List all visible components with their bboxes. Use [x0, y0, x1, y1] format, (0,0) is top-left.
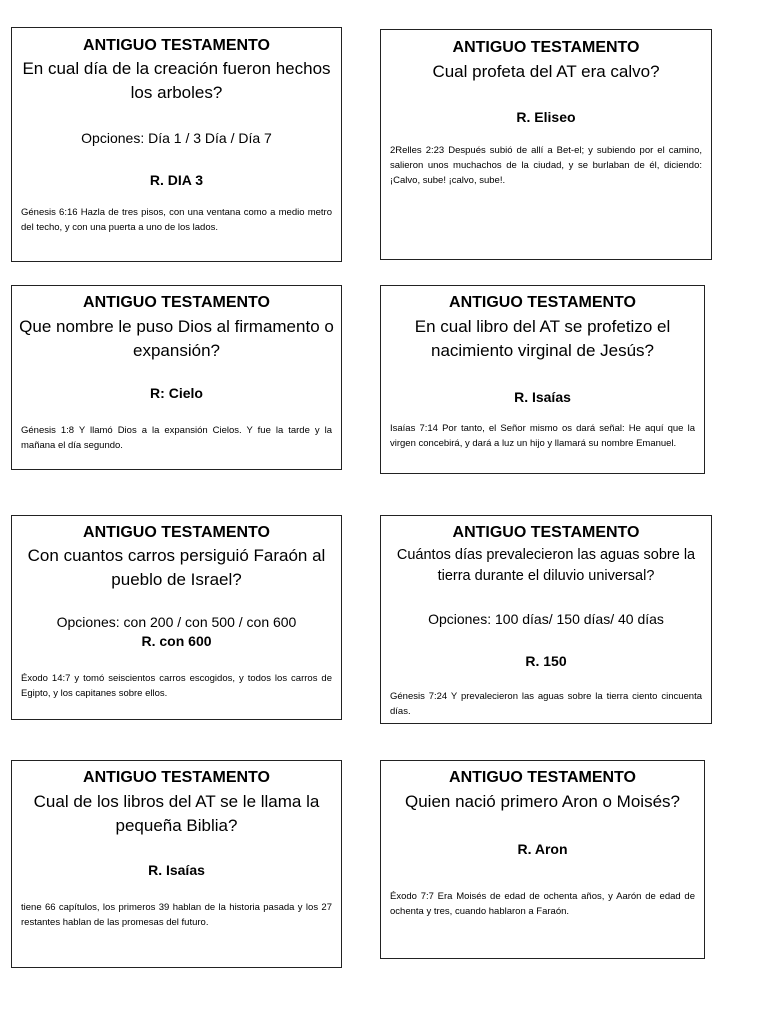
card-question: En cual libro del AT se profetizo el nacimiento virginal de Jesús?	[414, 317, 671, 360]
card-question: En cual día de la creación fueron hechos los arboles?	[22, 59, 331, 102]
card-bald-prophet	[380, 29, 712, 260]
card-creation-trees	[11, 27, 342, 262]
card-question: Con cuantos carros persiguió Faraón al pueblo de Israel?	[27, 546, 326, 589]
card-answer: R. Eliseo	[516, 109, 576, 125]
card-question: Cual de los libros del AT se le llama la pequeña Biblia?	[33, 792, 320, 835]
card-verse: Génesis 6:16 Hazla de tres pisos, con una ventana como a medio metro del techo, y con una puerta a uno de los lados.	[21, 207, 332, 233]
card-answer: R. con 600	[141, 633, 212, 649]
card-verse: Éxodo 7:7 Era Moisés de edad de ochenta años, y Aarón de edad de ochenta y tres, cuando hablaron a Faraón.	[390, 891, 695, 917]
card-verse: tiene 66 capítulos, los primeros 39 hablan de la historia pasada y los 27 restantes hablan de las promesas del futuro.	[21, 902, 332, 928]
card-firmament	[11, 285, 342, 470]
card-answer: R. Isaías	[148, 862, 205, 878]
card-answer: R. Isaías	[514, 389, 571, 405]
card-verse: Isaías 7:14 Por tanto, el Señor mismo os dará señal: He aquí que la virgen concebirá, y dará a luz un hijo y llamará su nombre Emanuel.	[390, 423, 695, 449]
card-verse: Éxodo 14:7 y tomó seiscientos carros escogidos, y todos los carros de Egipto, y los capitanes sobre ellos.	[21, 673, 332, 699]
card-heading: ANTIGUO TESTAMENTO	[83, 37, 270, 54]
card-answer: R. Aron	[517, 841, 568, 857]
card-heading: ANTIGUO TESTAMENTO	[83, 769, 270, 786]
card-little-bible	[11, 760, 342, 968]
card-virgin-birth	[380, 285, 705, 474]
card-question: Cual profeta del AT era calvo?	[432, 62, 660, 81]
card-options: Opciones: Día 1 / 3 Día / Día 7	[81, 130, 272, 146]
card-answer: R: Cielo	[150, 385, 203, 401]
card-heading: ANTIGUO TESTAMENTO	[83, 294, 270, 311]
card-aaron-moses	[380, 760, 705, 959]
card-question: Cuántos días prevalecieron las aguas sobre la tierra durante el diluvio universal?	[396, 547, 696, 584]
card-verse: Génesis 1:8 Y llamó Dios a la expansión Cielos. Y fue la tarde y la mañana el día segundo.	[21, 425, 332, 451]
card-heading: ANTIGUO TESTAMENTO	[452, 524, 640, 541]
card-pharaoh-chariots	[11, 515, 342, 720]
card-verse: 2Relles 2:23 Después subió de allí a Bet-el; y subiendo por el camino, salieron unos muchachos de la ciudad, y se burlaban de él, diciendo: ¡Calvo, sube! ¡calvo, sube!.	[390, 145, 702, 186]
card-question: Quien nació primero Aron o Moisés?	[405, 792, 680, 811]
card-verse: Génesis 7:24 Y prevalecieron las aguas sobre la tierra ciento cincuenta días.	[390, 691, 702, 717]
card-answer: R. 150	[525, 653, 567, 669]
card-question: Que nombre le puso Dios al firmamento o expansión?	[19, 317, 334, 360]
card-flood-days	[380, 515, 712, 724]
card-heading: ANTIGUO TESTAMENTO	[452, 39, 640, 56]
card-answer: R. DIA 3	[149, 172, 204, 188]
card-heading: ANTIGUO TESTAMENTO	[83, 524, 270, 541]
card-options: Opciones: con 200 / con 500 / con 600	[56, 614, 297, 630]
card-options: Opciones: 100 días/ 150 días/ 40 días	[428, 611, 664, 627]
card-heading: ANTIGUO TESTAMENTO	[449, 769, 636, 786]
card-heading: ANTIGUO TESTAMENTO	[449, 294, 636, 311]
